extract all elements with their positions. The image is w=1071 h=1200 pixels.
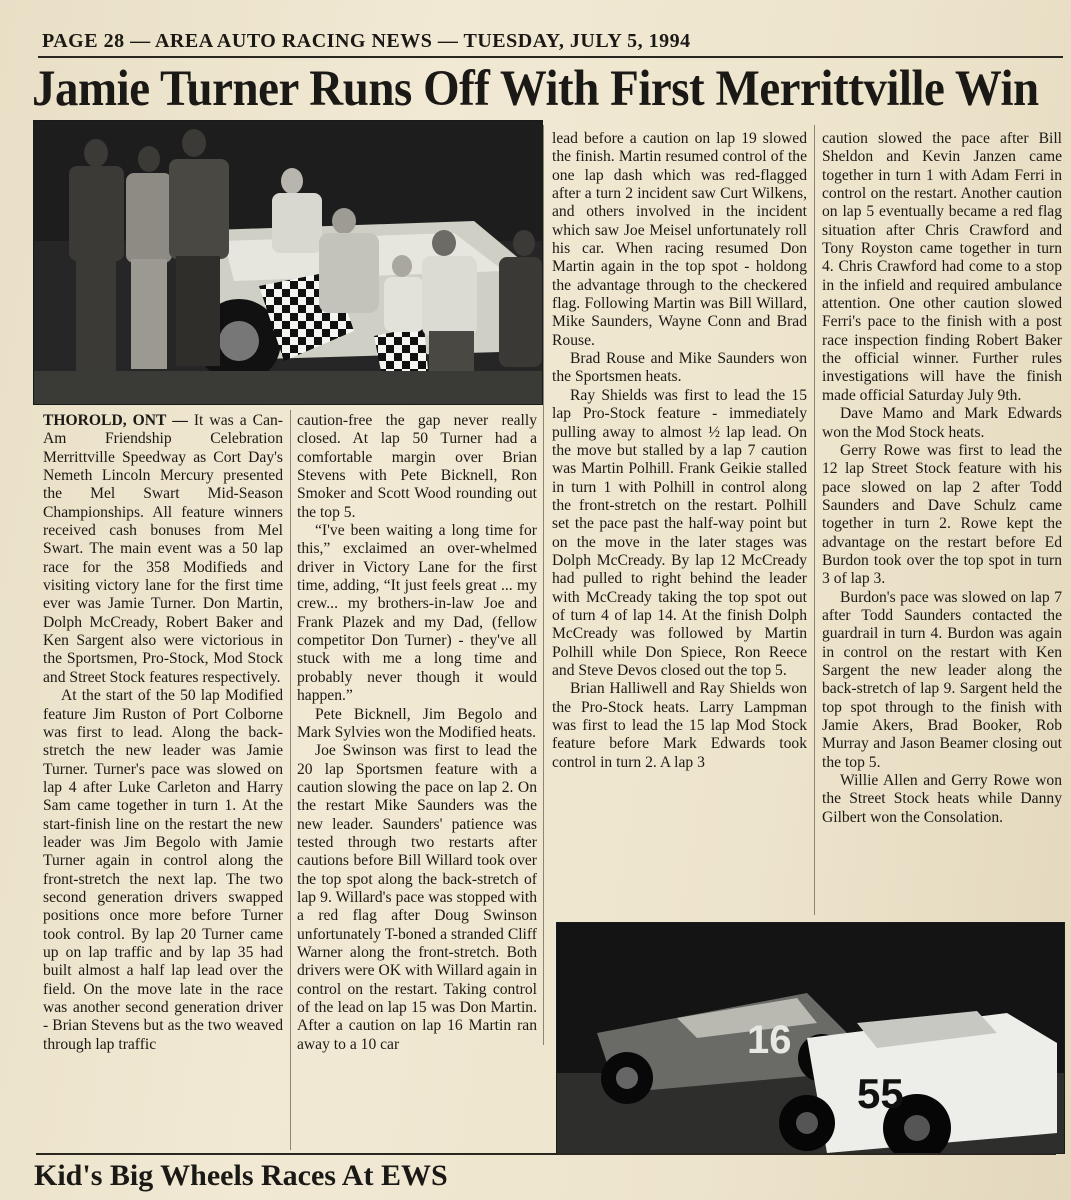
- victory-lane-photo: [33, 120, 543, 405]
- article-paragraph: At the start of the 50 lap Modified feature Jim Ruston of Port Colborne was first to lead. Along the back-stretch the new leader was Jamie Turner. Turner's pace was slowed on lap 4 after Luke Carleton and Harry Sam came together in turn 1. At the start-finish line on the restart the new leader was Jim Begolo with Jamie Turner again in control along the front-stretch the next lap. The two second generation drivers swapped positions once more before Turner took control. By lap 20 Turner came up on lap traffic and by lap 35 had built almost a half lap lead over the field. On the move late in the race was another second generation driver - Brian Stevens but as the two weaved through lap traffic: [43, 687, 283, 1053]
- article-paragraph: Gerry Rowe was first to lead the 12 lap Street Stock feature with his pace slowed on lap 2 after Todd Saunders and Dave Schulz came together in turn 2. Rowe kept the advantage on the restart before Ed Burdon took over the top spot in turn 3 of lap 3.: [822, 441, 1062, 588]
- article-paragraph: Pete Bicknell, Jim Begolo and Mark Sylvies won the Modified heats.: [297, 705, 537, 741]
- article-paragraph: Brad Rouse and Mike Saunders won the Sportsmen heats.: [552, 350, 807, 386]
- article-paragraph: THOROLD, ONT — It was a Can-Am Friendship Celebration Merrittville Speedway as Cort Day's Nemeth Lincoln Mercury presented the Mel Swart Mid-Season Championships. All feature winners received cash bonuses from Mel Swart. The main event was a 50 lap race for the 358 Modifieds and visiting victory lane for the first time ever was Jamie Turner. Don Martin, Dolph McCready, Robert Baker and Ken Sargent also were victorious in the Sportsmen, Pro-Stock, Mod Stock and Street Stock features respectively.: [43, 412, 283, 686]
- article-paragraph: Brian Halliwell and Ray Shields won the Pro-Stock heats. Larry Lampman was first to lead the 15 lap Mod Stock feature before Mark Edwards took control in turn 2. A lap 3: [552, 680, 807, 771]
- article-paragraph: Joe Swinson was first to lead the 20 lap Sportsmen feature with a caution slowing the pace on lap 2. On the restart Mike Saunders was the new leader. Saunders' patience was tested through two restarts after cautions before Bill Willard took over the top spot along the back-stretch of lap 9. Willard's pace was stopped with a red flag after Doug Swinson unfortunately T-boned a stranded Cliff Warner along the front-stretch. Both drivers were OK with Willard again in control on the restart. Taking control of the lead on lap 15 was Don Martin. After a caution on lap 16 Martin ran away to a 10 car: [297, 742, 537, 1053]
- column-rule: [814, 125, 815, 915]
- article-paragraph: caution slowed the pace after Bill Sheldon and Kevin Janzen came together in turn 1 with Adam Ferri in control on the restart. Another caution on lap 5 eventually became a red flag situation after Chris Crawford and Tony Royston came together in turn 4. Chris Crawford had come to a stop in the infield and required ambulance attention. One other caution slowed Ferri's pace to the finish with a post race inspection finding Robert Baker the official winner. Further rules investigations will have the finish made official Saturday July 9th.: [822, 130, 1062, 404]
- article-column-3: [552, 130, 807, 772]
- article-headline: Jamie Turner Runs Off With First Merrittville Win: [32, 61, 1039, 117]
- article-column-4: [822, 130, 1062, 827]
- article-column-1: [43, 412, 283, 1054]
- article-paragraph: Burdon's pace was slowed on lap 7 after Todd Saunders contacted the guardrail in turn 4. Burdon was again in control on the restart with Ken Sargent the new leader along the back-stretch of lap 9. Sargent held the top spot through to the finish with Jamie Akers, Brad Booker, Rob Murray and Jason Beamer closing out the top 5.: [822, 588, 1062, 771]
- article-paragraph: lead before a caution on lap 19 slowed the finish. Martin resumed control of the one lap dash which was red-flagged after a turn 2 incident saw Curt Wilkens, and others involved in the incident which saw Joe Meisel unfortunately roll his car. When racing resumed Don Martin again in the top spot - holdong the advantage through to the checkered flag. Following Martin was Bill Willard, Mike Saunders, Wayne Conn and Brad Rouse.: [552, 130, 807, 349]
- article-paragraph: Willie Allen and Gerry Rowe won the Street Stock heats while Danny Gilbert won the Consolation.: [822, 772, 1062, 826]
- page-folio: PAGE 28 — AREA AUTO RACING NEWS — TUESDAY, JULY 5, 1994: [42, 30, 691, 52]
- article-column-2: [297, 412, 537, 1054]
- dateline: THOROLD, ONT —: [43, 412, 188, 429]
- car-number-16: 16: [747, 1018, 792, 1062]
- column-rule: [290, 410, 291, 1150]
- article-paragraph: “I've been waiting a long time for this,” exclaimed an over-whelmed driver in Victory Lane for the first time, adding, “It just feels great ... my crew... my brothers-in-law Joe and Frank Plazek and my Dad, (fellow competitor Don Turner) - they've all stuck with me a long time and probably never though it would happen.”: [297, 522, 537, 705]
- race-cars-photo-image: [557, 923, 1064, 1153]
- article-paragraph: caution-free the gap never really closed. At lap 50 Turner had a comfortable margin over Brian Stevens with Pete Bicknell, Ron Smoker and Scott Wood rounding out the top 5.: [297, 412, 537, 521]
- race-cars-photo: [556, 922, 1065, 1154]
- article-paragraph: Dave Mamo and Mark Edwards won the Mod Stock heats.: [822, 405, 1062, 441]
- bottom-rule: [36, 1153, 1056, 1155]
- secondary-headline: Kid's Big Wheels Races At EWS: [34, 1159, 448, 1192]
- car-number-55: 55: [857, 1070, 904, 1117]
- victory-lane-photo-image: [34, 121, 542, 404]
- column-rule: [543, 125, 544, 1045]
- article-paragraph: Ray Shields was first to lead the 15 lap Pro-Stock feature - immediately pulling away to almost ½ lap lead. On the move but stalled by a lap 7 caution was Martin Polhill. Frank Geikie stalled in turn 1 with Polhill in control along the front-stretch on the restart. Polhill set the pace past the half-way point but on the move in the later stages was Dolph McCready. By lap 12 McCready had pulled to right behind the leader with McCready taking the top spot out of turn 4 of lap 14. At the finish Dolph McCready was followed by Martin Polhill while Don Spiece, Ron Reece and Steve Devos closed out the top 5.: [552, 386, 807, 679]
